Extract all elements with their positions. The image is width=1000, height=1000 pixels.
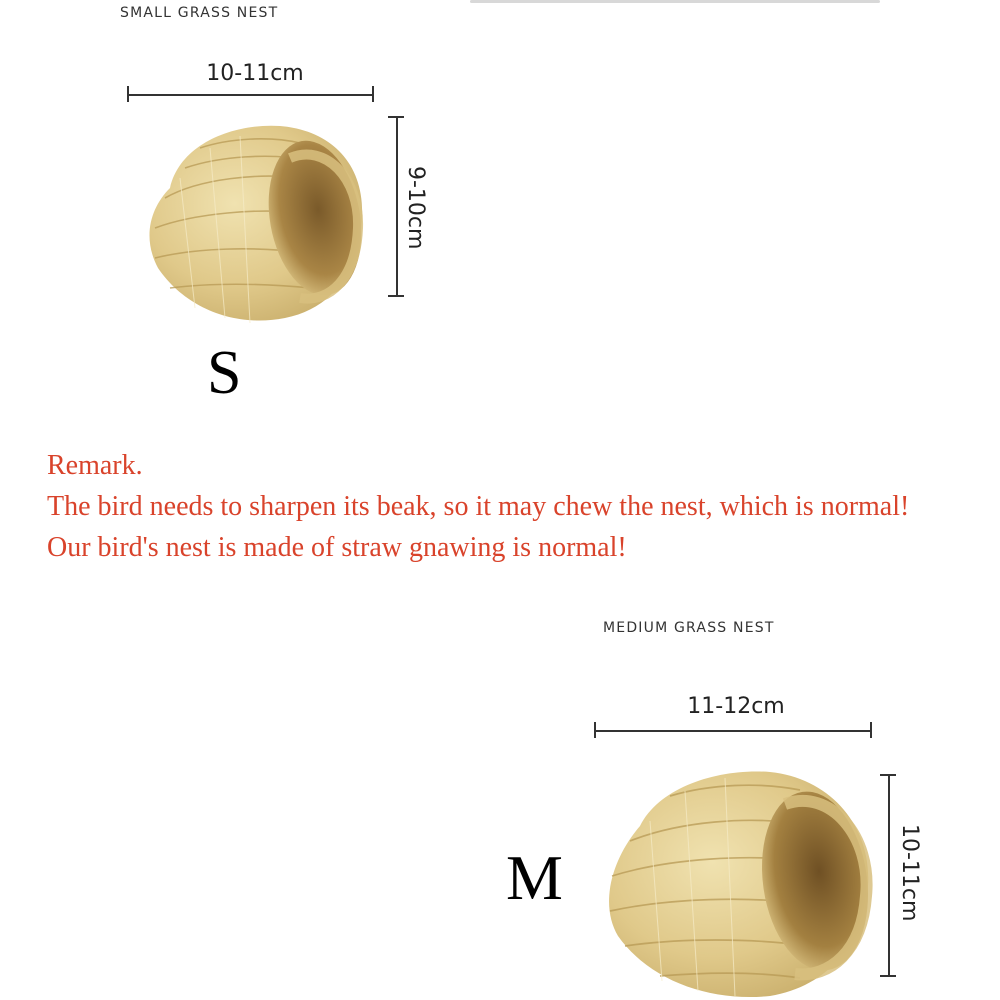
small-height-line [396,116,398,296]
medium-size-letter: M [506,842,563,913]
medium-height-line [888,774,890,976]
small-nest-title: SMALL GRASS NEST [120,5,279,21]
remark-line-1: The bird needs to sharpen its beak, so it may chew the nest, which is normal! [47,491,910,522]
medium-nest-height-label: 10-11cm [897,824,922,922]
medium-nest-width-label: 11-12cm [687,694,785,719]
small-width-cap-right [372,86,374,102]
remark-heading: Remark. [47,450,143,481]
small-nest-height-label: 9-10cm [403,166,428,250]
remark-line-2: Our bird's nest is made of straw gnawing is normal! [47,532,627,563]
small-width-line [128,94,373,96]
medium-grass-nest-image [600,766,878,1000]
small-height-cap-bottom [388,295,404,297]
medium-width-cap-right [870,722,872,738]
small-nest-width-label: 10-11cm [206,61,304,86]
small-size-letter: S [207,339,242,407]
small-grass-nest-image [140,118,370,330]
cropped-top-text-fragment [470,0,880,3]
medium-height-cap-bottom [880,975,896,977]
medium-nest-title: MEDIUM GRASS NEST [603,620,775,636]
medium-width-line [595,730,871,732]
